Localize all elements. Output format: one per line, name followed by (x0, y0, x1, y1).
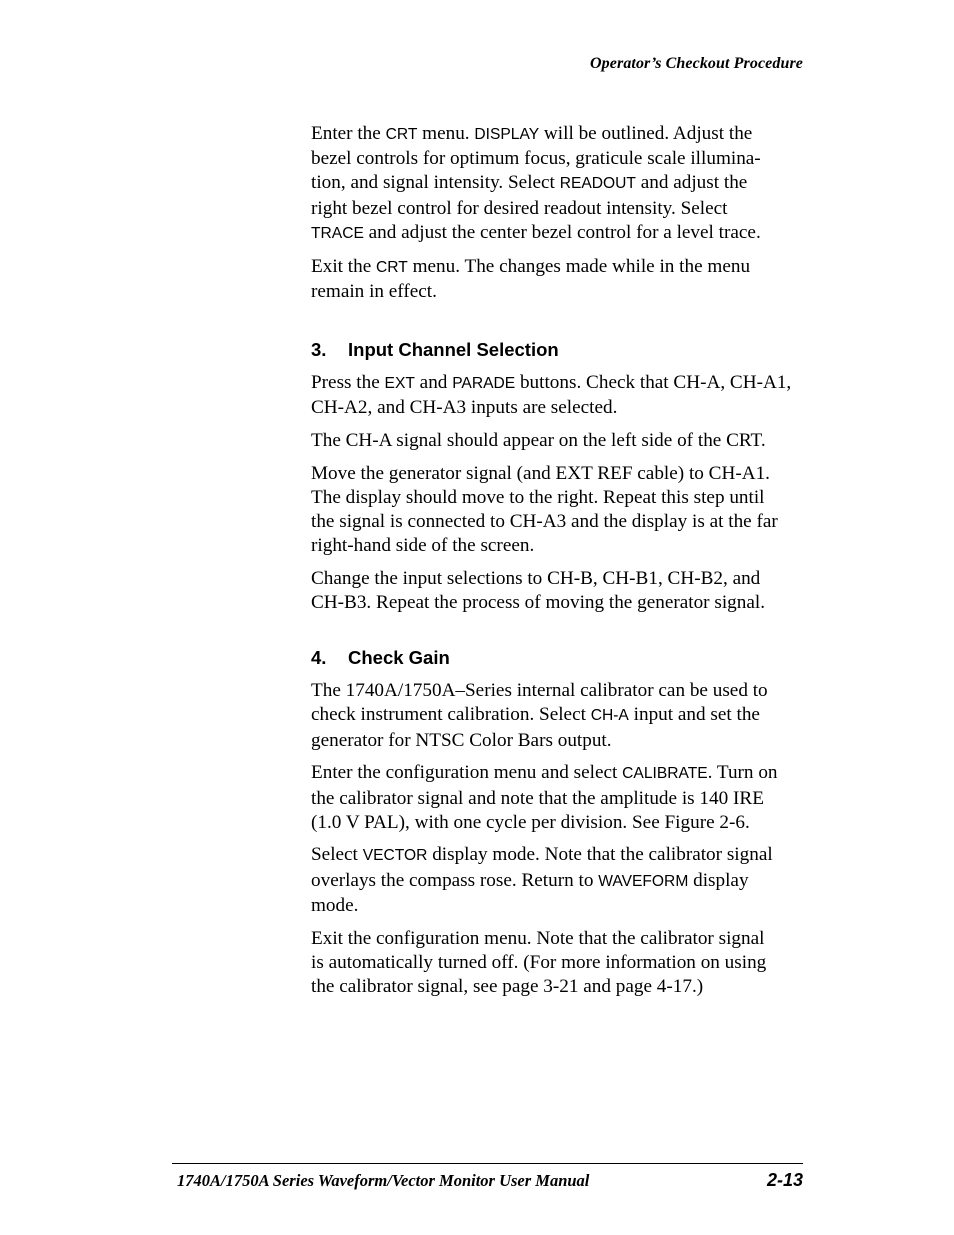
move-generator-paragraph (311, 462, 831, 559)
menu-term-cha: CH-A (590, 707, 629, 725)
section-heading-check-gain (311, 646, 831, 670)
exit-config-paragraph (311, 927, 831, 1000)
text-line (311, 843, 831, 868)
text-line: right bezel control for desired readout intensity. Select (311, 197, 728, 219)
text-run: Enter the (311, 123, 386, 144)
text-run: overlays the compass rose. Return to (311, 869, 599, 891)
section-number: 3. (311, 338, 327, 360)
text-run: menu. (417, 123, 475, 144)
text-run: check instrument calibration. Select (311, 704, 591, 726)
text-run: tion, and signal intensity. Select (311, 172, 560, 194)
text-line: Move the generator signal (and EXT REF cable) to CH-A1. (311, 462, 770, 484)
text-run: . Turn on (707, 762, 778, 784)
text-line: is automatically turned off. (For more information on using (311, 951, 767, 973)
menu-term-vector: VECTOR (362, 847, 428, 865)
text-run: and adjust the (635, 172, 748, 194)
text-line: CH-B3. Repeat the process of moving the generator signal. (311, 592, 765, 614)
button-term-ext: EXT (384, 374, 415, 392)
calibrator-intro-paragraph (311, 679, 831, 753)
text-run: input and set the (628, 704, 760, 726)
calibrate-paragraph (311, 761, 831, 835)
running-header: Operator’s Checkout Procedure (590, 55, 803, 72)
text-line (311, 703, 831, 728)
change-inputs-paragraph (311, 567, 831, 615)
text-run: will be outlined. Adjust the (539, 123, 753, 144)
text-run: Enter the configuration menu and select (311, 762, 623, 784)
menu-term-calibrate: CALIBRATE (622, 765, 708, 783)
text-line: mode. (311, 894, 359, 916)
cha-signal-paragraph (311, 429, 831, 453)
page-body (311, 122, 831, 1008)
text-run: and adjust the center bezel control for a level trace. (363, 221, 761, 243)
text-line: (1.0 V PAL), with one cycle per division. See Figure 2-6. (311, 811, 750, 833)
menu-term-waveform: WAVEFORM (598, 872, 689, 890)
section-title: Check Gain (348, 647, 450, 669)
text-line: bezel controls for optimum focus, graticule scale illumina- (311, 148, 761, 170)
text-line: Change the input selections to CH-B, CH-B1, CH-B2, and (311, 567, 761, 589)
section-title: Input Channel Selection (348, 338, 559, 360)
text-line: remain in effect. (311, 280, 437, 302)
section-number: 4. (311, 647, 327, 669)
text-run: display mode. Note that the calibrator signal (427, 844, 773, 866)
menu-term-trace: TRACE (311, 224, 364, 242)
text-line: the calibrator signal, see page 3-21 and page 4-17.) (311, 975, 704, 997)
menu-term-display: DISPLAY (474, 126, 540, 143)
crt-menu-paragraph (311, 122, 831, 246)
text-line: the calibrator signal and note that the amplitude is 140 IRE (311, 787, 764, 809)
text-run: menu. The changes made while in the menu (407, 255, 751, 277)
menu-term-crt: CRT (385, 126, 418, 143)
text-line: The CH-A signal should appear on the left side of the CRT. (311, 429, 766, 451)
button-term-parade: PARADE (452, 374, 516, 392)
text-run: buttons. Check that CH-A, CH-A1, (515, 371, 792, 393)
menu-term-readout: READOUT (559, 175, 636, 193)
text-line: Exit the configuration menu. Note that the calibrator signal (311, 927, 765, 949)
text-run: display (688, 869, 749, 891)
text-run: Select (311, 844, 363, 866)
page-number: 2-13 (766, 1170, 803, 1190)
text-line: right-hand side of the screen. (311, 535, 535, 557)
text-line: the signal is connected to CH-A3 and the display is at the far (311, 510, 778, 532)
input-selection-paragraph (311, 371, 831, 420)
text-line: generator for NTSC Color Bars output. (311, 729, 612, 751)
text-line (311, 255, 831, 280)
text-run: and (414, 371, 453, 393)
text-line: The display should move to the right. Repeat this step until (311, 486, 765, 508)
menu-term-crt: CRT (376, 258, 408, 276)
text-line (311, 761, 831, 786)
section-heading-input-channel-selection (311, 338, 831, 362)
footer-divider (172, 1163, 803, 1164)
footer-manual-title: 1740A/1750A Series Waveform/Vector Monitor User Manual (177, 1171, 590, 1190)
text-line: CH-A2, and CH-A3 inputs are selected. (311, 397, 618, 419)
text-run: Exit the (311, 255, 377, 277)
text-line (311, 122, 831, 147)
vector-mode-paragraph (311, 843, 831, 918)
text-line (311, 371, 831, 396)
text-line (311, 171, 831, 196)
text-line (311, 869, 831, 894)
text-run: Press the (311, 371, 385, 393)
text-line: The 1740A/1750A–Series internal calibrator can be used to (311, 680, 768, 702)
text-line (311, 221, 831, 246)
exit-crt-paragraph (311, 255, 831, 304)
